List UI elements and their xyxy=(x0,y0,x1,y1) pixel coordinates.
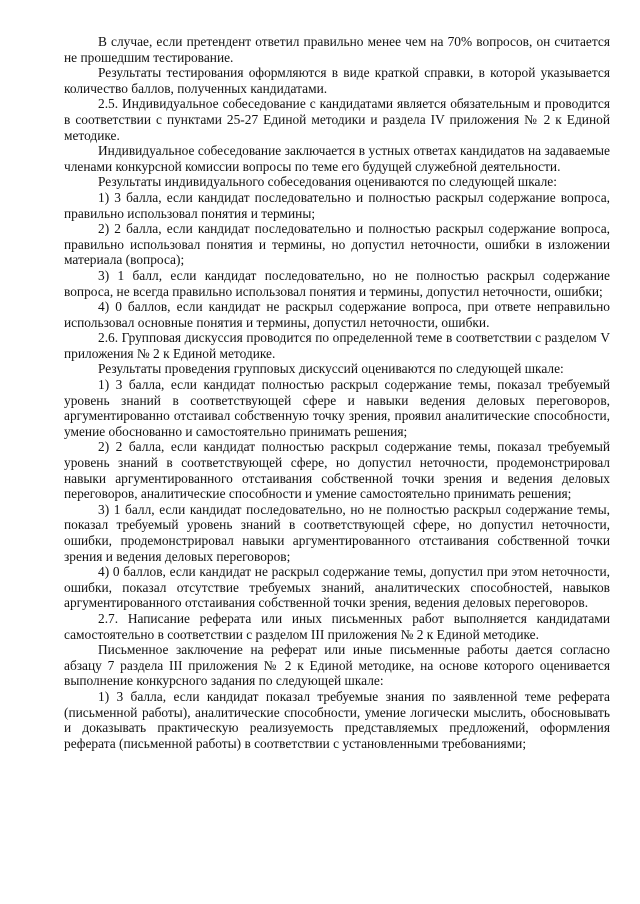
paragraph-2-6: 2.6. Групповая дискуссия проводится по определенной теме в соответствии с разделом V приложения № 2 к Единой методике. xyxy=(64,330,610,361)
essay-scale-item-1: 1) 3 балла, если кандидат показал требуемые знания по заявленной теме реферата (письменной работы), аналитические способности, умение логически мыслить, обосновывать и доказывать практическую реализуемость представляемых предложений, оформления реферата (письменной работы) в соответствии с установленными требованиями; xyxy=(64,688,610,751)
paragraph-2-7: 2.7. Написание реферата или иных письменных работ выполняется кандидатами самостоятельно в соответствии с разделом III приложения № 2 к Единой методике. xyxy=(64,610,610,642)
paragraph-written-conclusion: Письменное заключение на реферат или иные письменные работы дается согласно абзацу 7 раздела III приложения № 2 к Единой методике, на основе которого оценивается выполнение конкурсного задания по следующей шкале: xyxy=(64,642,610,689)
interview-scale-item-2: 2) 2 балла, если кандидат последовательно и полностью раскрыл содержание вопроса, правильно использовал понятия и термины, но допустил неточности, ошибки в изложении материала (вопроса); xyxy=(64,221,610,268)
paragraph-test-threshold: В случае, если претендент ответил правильно менее чем на 70% вопросов, он считается не прошедшим тестирование. xyxy=(64,34,610,65)
interview-scale-item-3: 3) 1 балл, если кандидат последовательно, но не полностью раскрыл содержание вопроса, не всегда правильно использовал понятия и термины, допустил неточности, ошибки; xyxy=(64,267,610,299)
interview-scale-item-4: 4) 0 баллов, если кандидат не раскрыл содержание вопроса, при ответе неправильно использовал основные понятия и термины, допустил неточности, ошибки. xyxy=(64,299,610,330)
paragraph-test-results: Результаты тестирования оформляются в виде краткой справки, в которой указывается количество баллов, полученных кандидатами. xyxy=(64,65,610,96)
discussion-scale-item-1: 1) 3 балла, если кандидат полностью раскрыл содержание темы, показал требуемый уровень знаний в соответствующей сфере и навыки ведения деловых переговоров, аргументированно отстаивал собственную точку зрения, проявил аналитические способности, умение обоснованно и самостоятельно принимать решения; xyxy=(64,377,610,439)
interview-scale-item-1: 1) 3 балла, если кандидат последовательно и полностью раскрыл содержание вопроса, правильно использовал понятия и термины; xyxy=(64,189,610,221)
paragraph-discussion-scale-intro: Результаты проведения групповых дискуссий оцениваются по следующей шкале: xyxy=(98,361,564,377)
document-page xyxy=(64,34,610,751)
paragraph-interview-description: Индивидуальное собеседование заключается в устных ответах кандидатов на задаваемые членами конкурсной комиссии вопросы по теме его будущей служебной деятельности. xyxy=(64,143,610,174)
paragraph-2-5: 2.5. Индивидуальное собеседование с кандидатами является обязательным и проводится в соответствии с пунктами 25-27 Единой методики и раздела IV приложения № 2 к Единой методике. xyxy=(64,96,610,143)
paragraph-interview-scale-intro: Результаты индивидуального собеседования оцениваются по следующей шкале: xyxy=(98,174,557,190)
discussion-scale-item-3: 3) 1 балл, если кандидат последовательно, но не полностью раскрыл содержание темы, показал требуемый уровень знаний в соответствующей сфере, но допустил неточности, ошибки, продемонстрировал навыки аргументированного отстаивания собственной точки зрения и ведения деловых переговоров; xyxy=(64,501,610,564)
discussion-scale-item-4: 4) 0 баллов, если кандидат не раскрыл содержание темы, допустил при этом неточности, ошибки, показал отсутствие требуемых знаний, аналитических способностей, навыков аргументированного отстаивания собственной точки зрения, ведения деловых переговоров. xyxy=(64,564,610,611)
discussion-scale-item-2: 2) 2 балла, если кандидат полностью раскрыл содержание темы, показал требуемый уровень знаний в соответствующей сфере, но допустил неточности, продемонстрировал навыки аргументированного отстаивания собственной точки зрения и ведения деловых переговоров, аналитические способности и умение самостоятельно принимать решения; xyxy=(64,439,610,502)
